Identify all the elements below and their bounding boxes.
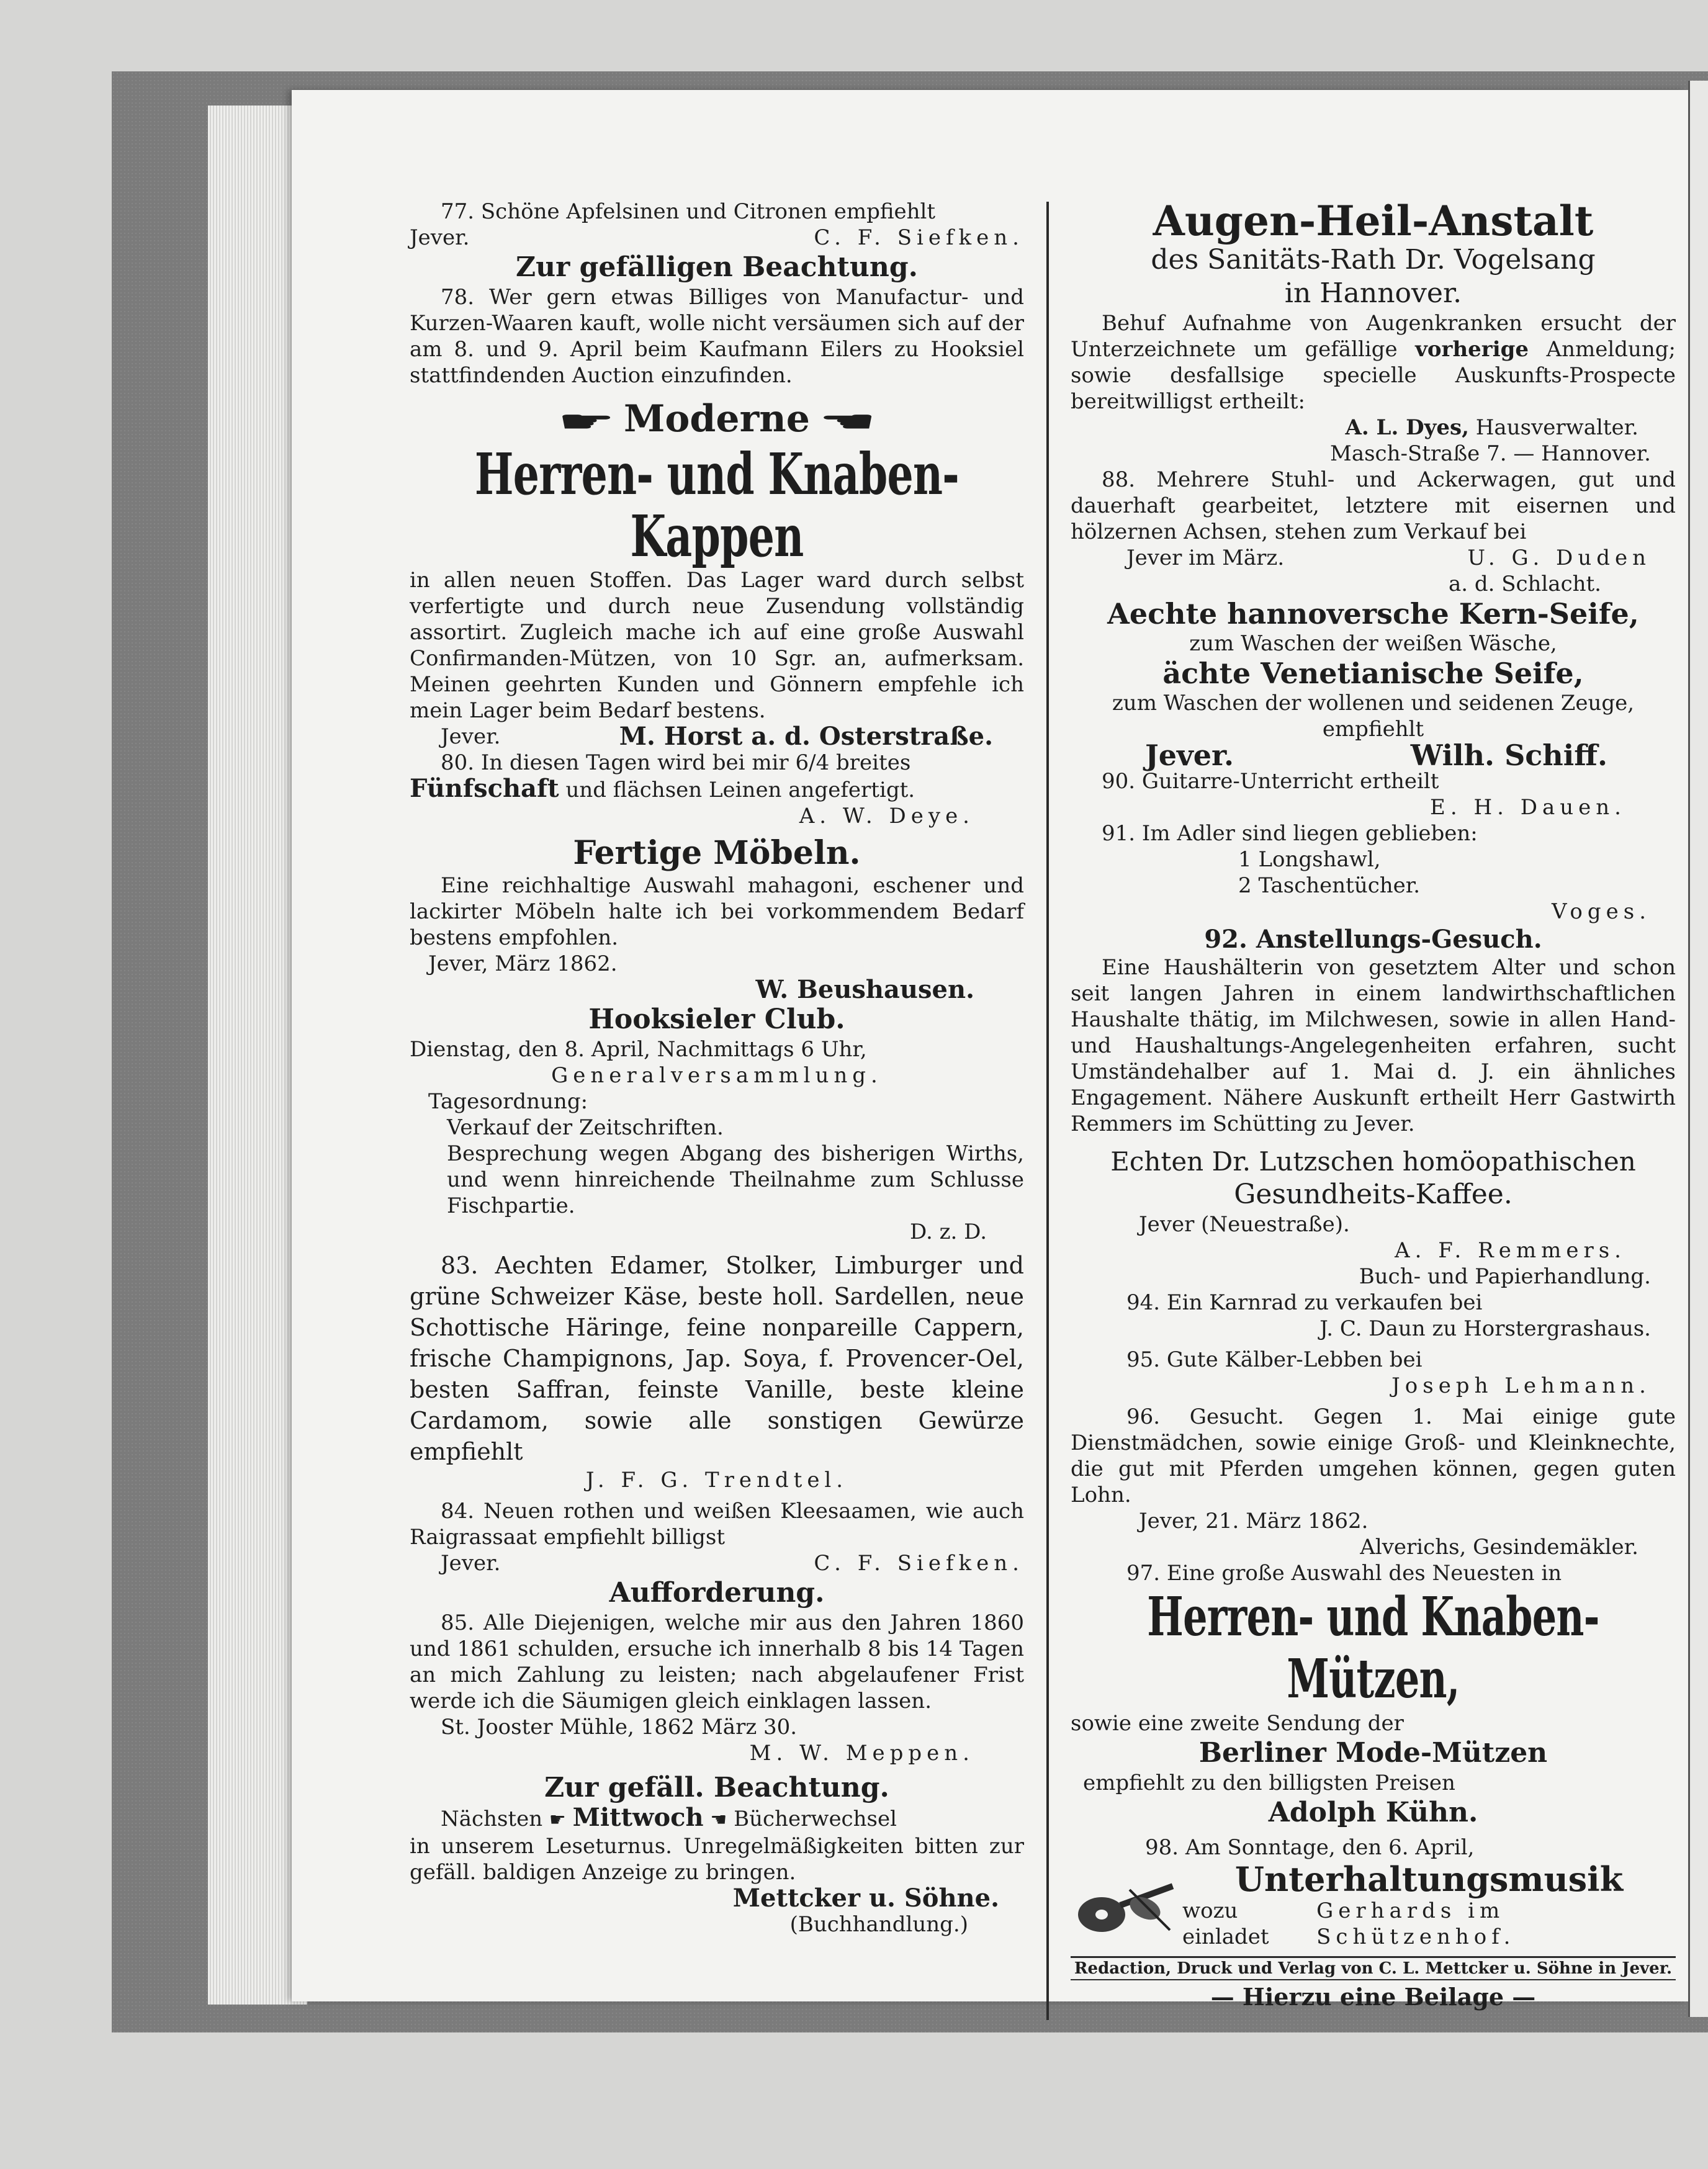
- ad-93: [1071, 1146, 1676, 1290]
- ad-subheading: in Hannover.: [1284, 277, 1462, 309]
- ad-text: Eine reichhaltige Auswahl mahagoni, eschener und lackirter Möbeln halte ich bei vorkommendem Bedarf bestens empfohlen.: [410, 873, 1024, 950]
- ad-88: [1071, 467, 1676, 597]
- ad-place-date: St. Jooster Mühle, 1862 März 30.: [441, 1715, 798, 1740]
- ad-keyword: Fünfschaft: [410, 774, 559, 803]
- ad-text: Anmeldung; sowie desfallsige specielle Auskunfts-Prospecte bereitwilligst ertheilt:: [1071, 337, 1676, 414]
- ad-place: Jever.: [441, 1551, 501, 1576]
- ad-text: empfiehlt zu den billigsten Preisen: [1083, 1771, 1455, 1795]
- list-item: 1 Longshawl,: [1238, 847, 1381, 872]
- ad-98: [1071, 1834, 1676, 1950]
- pointing-hand-right-icon: ☛: [549, 1809, 566, 1831]
- ad-signer: J. C. Daun zu Horstergrashaus.: [1319, 1316, 1651, 1341]
- ad-place: Jever.: [1145, 739, 1234, 772]
- pointing-hand-left-icon: ☚: [710, 1809, 727, 1831]
- ad-87: [1071, 199, 1676, 467]
- ad-heading: Aufforderung.: [609, 1577, 825, 1609]
- ad-text: Behuf Aufnahme von Augenkranken ersucht der Unterzeichnete um gefällige: [1071, 311, 1676, 362]
- ad-text: 80. In diesen Tagen wird bei mir 6/4 breites: [441, 750, 911, 775]
- ad-signer: Gerhards im Schützenhof.: [1316, 1898, 1516, 1949]
- ad-text: 95. Gute Kälber-Lebben bei: [1126, 1347, 1423, 1372]
- ad-signer: Voges.: [1551, 899, 1651, 924]
- ad-82: [410, 1003, 1024, 1245]
- left-column: [410, 199, 1024, 1938]
- ad-heading: Fertige Möbeln.: [573, 834, 861, 872]
- column-divider: [1046, 202, 1049, 2020]
- ad-signer-role: Hausverwalter.: [1475, 415, 1638, 440]
- ad-95: [1071, 1347, 1676, 1399]
- ad-place-date: Jever im März.: [1126, 546, 1285, 570]
- ad-text: in allen neuen Stoffen. Das Lager ward durch selbst verfertigte und durch neue Zusendung vollständig assortirt. Zugleich mache ich auf eine große Auswahl Confirmanden-Mützen, von 10 Sgr. an, aufmerksam. Meinen geehrten Kunden und Gönnern empfehle ich mein Lager beim Bedarf bestens.: [410, 568, 1024, 723]
- ad-place: Jever.: [410, 225, 470, 250]
- ad-signer: C. F. Siefken.: [814, 225, 1024, 250]
- ad-signer: Mettcker u. Söhne.: [732, 1884, 999, 1913]
- ad-signer: D. z. D.: [909, 1219, 987, 1244]
- ad-heading: Aechte hannoversche Kern-Seife,: [1107, 597, 1639, 631]
- right-column: [1071, 199, 1676, 2014]
- ad-place-date: Jever, März 1862.: [428, 951, 618, 976]
- ad-place-date: Jever, 21. März 1862.: [1139, 1509, 1369, 1534]
- ad-text: 88. Mehrere Stuhl- und Ackerwagen, gut und dauerhaft gearbeitet, letztere mit eisernen und hölzernen Achsen, stehen zum Verkauf bei: [1071, 467, 1676, 544]
- ad-text: sowie eine zweite Sendung der: [1071, 1711, 1404, 1736]
- ad-signer: M. W. Meppen.: [749, 1741, 974, 1766]
- ad-text: 85. Alle Diejenigen, welche mir aus den Jahren 1860 und 1861 schulden, ersuche ich innerhalb 8 bis 14 Tagen an mich Zahlung zu leisten; nach abgelaufener Frist werde ich die Säumigen gleich einklagen lassen.: [410, 1610, 1024, 1713]
- ad-signer: A. W. Deye.: [799, 804, 974, 829]
- ad-signer: W. Beushausen.: [755, 975, 974, 1004]
- ad-heading: Berliner Mode-Mützen: [1198, 1737, 1548, 1769]
- ad-signer: Wilh. Schiff.: [1410, 739, 1607, 772]
- ad-headline: Herren- und Knaben-Mützen,: [1147, 1586, 1599, 1710]
- ad-signer-note: (Buchhandlung.): [789, 1912, 968, 1937]
- ad-signer: M. Horst a. d. Osterstraße.: [619, 722, 993, 751]
- ad-89: [1071, 597, 1676, 772]
- ad-keyword: Mittwoch: [572, 1803, 704, 1832]
- ad-signer-note: a. d. Schlacht.: [1448, 572, 1601, 596]
- ad-text: 91. Im Adler sind liegen geblieben:: [1102, 821, 1478, 846]
- agenda-item: Verkauf der Zeitschriften.: [447, 1115, 724, 1140]
- ad-90: [1071, 768, 1676, 820]
- ad-keyword: vorherige: [1415, 337, 1529, 362]
- ad-signer: Adolph Kühn.: [1268, 1797, 1478, 1828]
- ad-77: [410, 199, 1024, 251]
- ad-signer: U. G. Duden: [1467, 546, 1651, 570]
- ad-83: [410, 1250, 1024, 1493]
- ad-text: 97. Eine große Auswahl des Neuesten in: [1126, 1561, 1562, 1586]
- ad-heading: Echten Dr. Lutzschen homöopathischen: [1110, 1146, 1636, 1177]
- pointing-hand-right-icon: ☛: [558, 405, 614, 438]
- ad-text: 83. Aechten Edamer, Stolker, Limburger und grüne Schweizer Käse, beste holl. Sardellen, neue Schottische Häringe, feine nonpareille Cappern, frische Champignons, Jap. Soya, f. Provencer-Oel, besten Saffran, feinste Vanille, beste kleine Cardamom, sowie alle sonstigen Gewürze empfiehlt: [410, 1252, 1024, 1465]
- ad-headline: Herren- und Knaben-Kappen: [474, 441, 960, 570]
- ad-86: [410, 1771, 1024, 1938]
- ad-92: [1071, 925, 1676, 1137]
- ad-signer: Alverichs, Gesindemäkler.: [1360, 1535, 1638, 1560]
- ad-96: [1071, 1404, 1676, 1560]
- ad-signer: C. F. Siefken.: [814, 1551, 1024, 1576]
- ad-text: in unserem Leseturnus. Unregelmäßigkeiten bitten zur gefäll. baldigen Anzeige zu bringen.: [410, 1834, 1024, 1885]
- ad-heading: Hooksieler Club.: [588, 1004, 845, 1035]
- ad-subheading: des Sanitäts-Rath Dr. Vogelsang: [1151, 244, 1596, 276]
- ad-text: Eine Haushälterin von gesetztem Alter und schon seit langen Jahren in einem landwirthschaftlichen Haushalte thätig, im Milchwesen, sowie in allen Hand- und Haushaltungs-Angelegenheiten erfahren, sucht Umständehalber auf 1. Mai d. J. ein ähnliches Engagement. Nähere Auskunft ertheilt Herr Gastwirth Remmers im Schütting zu Jever.: [1071, 955, 1676, 1136]
- ad-text: und flächsen Leinen angefertigt.: [565, 778, 915, 802]
- ad-signer-note: Buch- und Papierhandlung.: [1359, 1264, 1651, 1289]
- ad-text: 98. Am Sonntage, den 6. April,: [1145, 1835, 1475, 1860]
- next-page-edge: [1688, 81, 1708, 2017]
- ad-subheading: zum Waschen der weißen Wäsche,: [1189, 631, 1557, 656]
- ad-78: [410, 251, 1024, 388]
- agenda-item: Besprechung wegen Abgang des bisherigen Wirths, und wenn hinreichende Theilnahme zum Schlusse Fischpartie.: [447, 1141, 1024, 1218]
- ad-text: Nächsten: [441, 1807, 543, 1831]
- guitar-and-violin-icon: [1071, 1871, 1182, 1939]
- ad-signer: E. H. Dauen.: [1430, 795, 1626, 820]
- ad-94: [1071, 1290, 1676, 1342]
- imprint: Redaction, Druck und Verlag von C. L. Mettcker u. Söhne in Jever.: [1074, 1959, 1673, 1978]
- ad-event: Generalversammlung.: [551, 1063, 883, 1088]
- ad-text: 77. Schöne Apfelsinen und Citronen empfiehlt: [441, 199, 936, 224]
- ad-text: 84. Neuen rothen und weißen Kleesaamen, wie auch Raigrassaat empfiehlt billigst: [410, 1499, 1024, 1550]
- ad-81: [410, 834, 1024, 1003]
- ad-text: 90. Guitarre-Unterricht ertheilt: [1102, 769, 1439, 794]
- ad-text: Bücherwechsel: [734, 1807, 897, 1831]
- pointing-hand-left-icon: ☚: [819, 405, 876, 438]
- ad-text: 94. Ein Karnrad zu verkaufen bei: [1126, 1290, 1483, 1315]
- ad-address: Masch-Straße 7. — Hannover.: [1330, 441, 1651, 466]
- ad-heading: 92. Anstellungs-Gesuch.: [1204, 925, 1542, 954]
- list-item: 2 Taschentücher.: [1238, 873, 1421, 898]
- ad-signer: J. F. G. Trendtel.: [585, 1468, 848, 1493]
- ad-place: Jever (Neuestraße).: [1139, 1212, 1350, 1237]
- ad-heading: ächte Venetianische Seife,: [1162, 657, 1584, 690]
- ad-97: [1071, 1560, 1676, 1830]
- ad-text: wozu einladet: [1182, 1898, 1269, 1949]
- ad-84: [410, 1498, 1024, 1576]
- ad-85: [410, 1576, 1024, 1766]
- ad-91: [1071, 820, 1676, 925]
- ad-heading: Zur gefälligen Beachtung.: [516, 251, 918, 283]
- ad-heading: Zur gefäll. Beachtung.: [544, 1772, 889, 1803]
- ad-subheading: zum Waschen der wollenen und seidenen Zeuge, empfiehlt: [1112, 691, 1635, 742]
- ad-80: [410, 750, 1024, 829]
- ad-signer: A. F. Remmers.: [1395, 1238, 1626, 1263]
- ad-headline: Unterhaltungsmusik: [1234, 1859, 1624, 1899]
- ad-date-line: Dienstag, den 8. April, Nachmittags 6 Uhr,: [410, 1037, 867, 1062]
- ad-heading: Gesundheits-Kaffee.: [1234, 1179, 1512, 1210]
- ad-text: 78. Wer gern etwas Billiges von Manufactur- und Kurzen-Waaren kauft, wolle nicht versäumen sich auf der am 8. und 9. April beim Kaufmann Eilers zu Hooksiel stattfindenden Auction einzufinden.: [410, 285, 1024, 388]
- supplement-note: — Hierzu eine Beilage —: [1210, 1983, 1536, 2011]
- ad-signer: Joseph Lehmann.: [1391, 1373, 1651, 1398]
- ad-place: Jever.: [441, 724, 501, 749]
- ad-heading: Moderne: [624, 397, 810, 441]
- agenda-title: Tagesordnung:: [428, 1089, 588, 1114]
- ad-signer: A. L. Dyes,: [1345, 415, 1469, 440]
- ad-text: 96. Gesucht. Gegen 1. Mai einige gute Dienstmädchen, sowie einige Groß- und Kleinknechte, die gut mit Pferden umgehen können, gegen guten Lohn.: [1071, 1404, 1676, 1507]
- ad-headline: Augen-Heil-Anstalt: [1153, 197, 1594, 245]
- ad-79: [410, 397, 1024, 750]
